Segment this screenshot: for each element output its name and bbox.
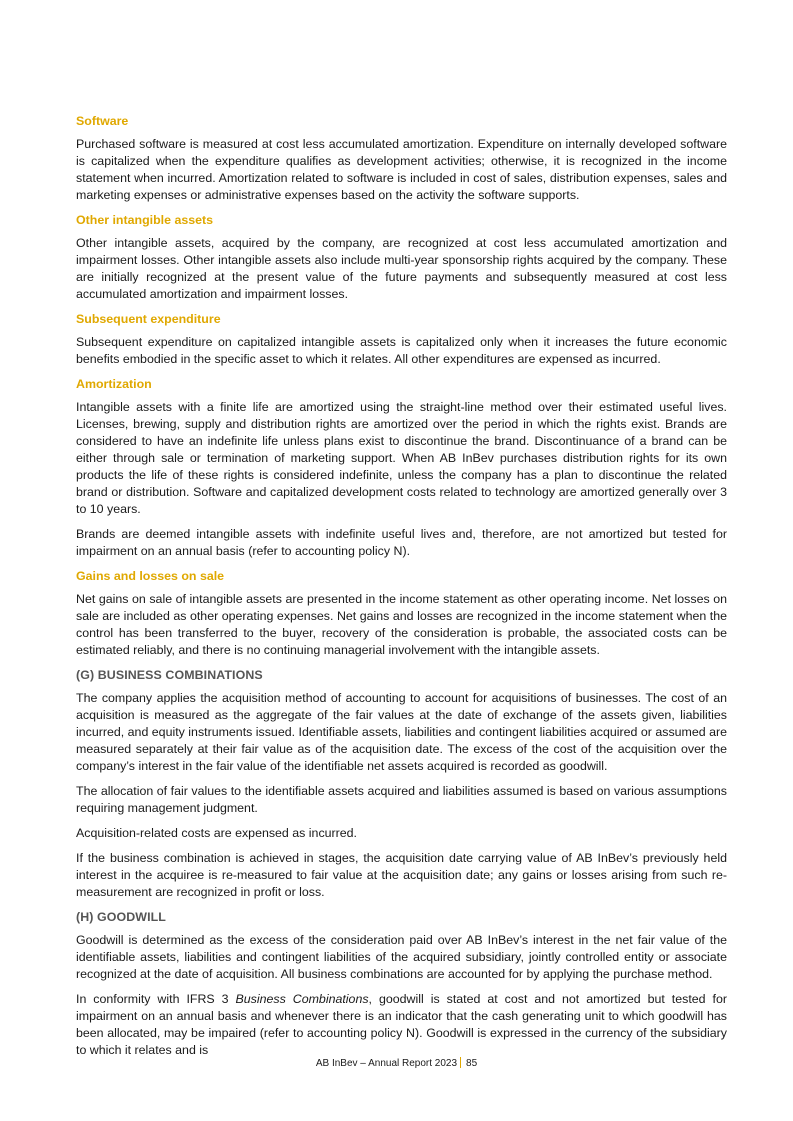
heading-software: Software <box>76 114 129 128</box>
paragraph: Brands are deemed intangible assets with indefinite useful lives and, therefore, are not amortized but tested for impairment on an annual basis (refer to accounting policy N). <box>76 527 727 558</box>
paragraph: Goodwill is determined as the excess of the consideration paid over AB InBev’s interest in the net fair value of the identifiable assets, liabilities and contingent liabilities of the acquired subsidiary, jointly controlled entity or associate recognized at the date of acquisition. All business combinations are accounted for by applying the purchase method. <box>76 933 727 981</box>
paragraph: If the business combination is achieved in stages, the acquisition date carrying value of AB InBev’s previously held interest in the acquiree is re-measured to fair value at the acquisition date; any gains or losses arising from such re-measurement are recognized in profit or loss. <box>76 851 727 899</box>
text-run: , goodwill is stated at cost and not amortized but tested for impairment on an annual basis and whenever there is an indicator that the cash generating unit to which goodwill has been allocated, may be impaired (refer to accounting policy N). Goodwill is expressed in the currency of the subsidiary to which it relates and is <box>76 992 727 1057</box>
heading-other-intangible-assets: Other intangible assets <box>76 213 214 227</box>
paragraph: Intangible assets with a finite life are amortized using the straight-line method over their estimated useful lives. Licenses, brewing, supply and distribution rights are amortized over the period in which the rights exist. Brands are considered to have an indefinite life unless plans exist to discontinue the brand. Discontinuance of a brand can be either through sale or termination of marketing support. When AB InBev purchases distribution rights for its own products the life of these rights is considered indefinite, unless the company has a plan to discontinue the related brand or distribution. Software and capitalized development costs related to technology are amortized generally over 3 to 10 years. <box>76 400 727 516</box>
heading-business-combinations: (G) BUSINESS COMBINATIONS <box>76 668 263 682</box>
paragraph: Purchased software is measured at cost less accumulated amortization. Expenditure on internally developed software is capitalized when the expenditure qualifies as development activities; otherwise, it is recognized in the income statement when incurred. Amortization related to software is included in cost of sales, distribution expenses, sales and marketing expenses or administrative expenses based on the activity the software supports. <box>76 137 727 202</box>
paragraph-ifrs3 <box>76 991 727 1059</box>
page-number: 85 <box>466 1058 478 1069</box>
heading-amortization: Amortization <box>76 377 152 391</box>
heading-goodwill: (H) GOODWILL <box>76 910 166 924</box>
document-page <box>76 113 727 1067</box>
paragraph: The allocation of fair values to the identifiable assets acquired and liabilities assumed is based on various assumptions requiring management judgment. <box>76 784 727 815</box>
paragraph: The company applies the acquisition method of accounting to account for acquisitions of businesses. The cost of an acquisition is measured as the aggregate of the fair values at the date of exchange of the assets given, liabilities incurred, and equity instruments issued. Identifiable assets, liabilities and contingent liabilities acquired or assumed are measured separately at their fair value as of the acquisition date. The excess of the cost of the acquisition over the company’s interest in the fair value of the identifiable net assets acquired is recorded as goodwill. <box>76 691 727 773</box>
italic-term: Business Combinations <box>235 992 369 1006</box>
paragraph: Other intangible assets, acquired by the company, are recognized at cost less accumulated amortization and impairment losses. Other intangible assets also include multi-year sponsorship rights acquired by the company. These are initially recognized at the present value of the future payments and subsequently measured at cost less accumulated amortization and impairment losses. <box>76 236 727 301</box>
page-footer <box>0 1057 793 1069</box>
footer-divider <box>460 1057 461 1068</box>
heading-subsequent-expenditure: Subsequent expenditure <box>76 312 221 326</box>
paragraph: Acquisition-related costs are expensed as incurred. <box>76 826 358 840</box>
footer-report-title: AB InBev – Annual Report 2023 <box>315 1058 458 1069</box>
text-run: In conformity with IFRS 3 <box>76 992 236 1006</box>
paragraph: Subsequent expenditure on capitalized intangible assets is capitalized only when it increases the future economic benefits embodied in the specific asset to which it relates. All other expenditures are expensed as incurred. <box>76 335 727 366</box>
heading-gains-and-losses: Gains and losses on sale <box>76 569 225 583</box>
paragraph: Net gains on sale of intangible assets are presented in the income statement as other operating income. Net losses on sale are included as other operating expenses. Net gains and losses are recognized in the income statement when the control has been transferred to the buyer, recovery of the consideration is probable, the associated costs can be estimated reliably, and there is no continuing managerial involvement with the intangible assets. <box>76 592 727 657</box>
